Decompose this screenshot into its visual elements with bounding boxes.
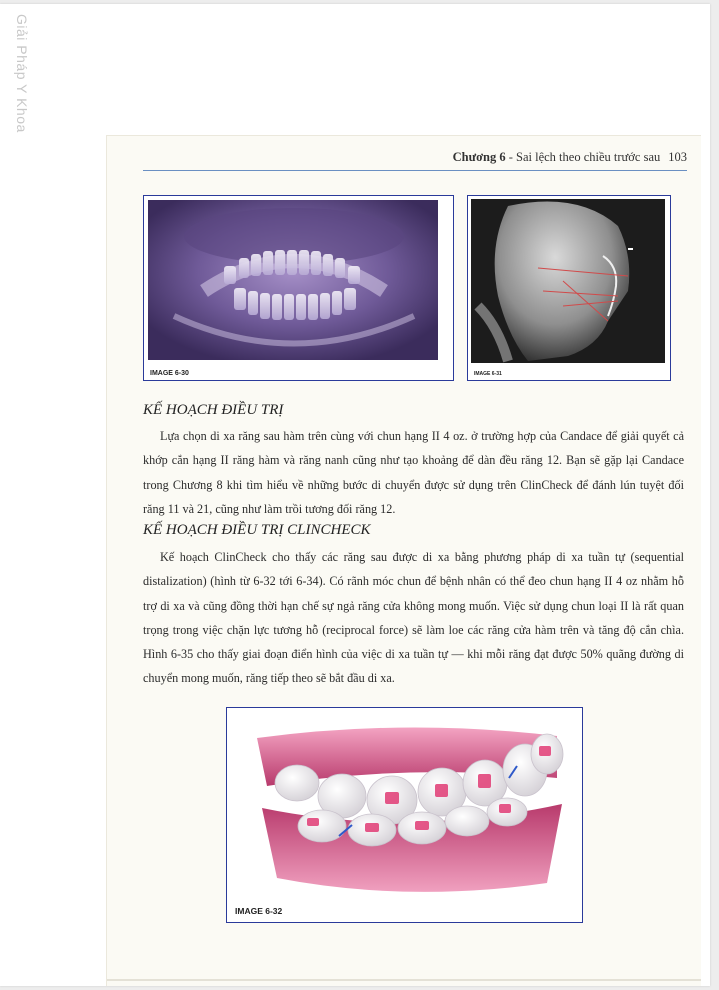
running-header: [143, 150, 687, 171]
chapter-number: Chương 6: [452, 150, 506, 164]
ceph-figure-label: IMAGE 6-31: [474, 371, 502, 377]
section-text-clincheck-plan: Kế hoạch ClinCheck cho thấy các răng sau được di xa bằng phương pháp di xa tuần tự (sequential distalization) (hình từ 6-32 tới 6-34). Có rãnh móc chun để bệnh nhân có thể đeo chun hạng II 4 oz nhằm hỗ trợ di xa và cũng đồng thời hạn chế sự ngả răng cửa không mong muốn. Việc sử dụng chun loại II là rất quan trọng trong việc chặn lực tương hỗ (reciprocal force) sẽ làm loe các răng cửa hàm trên và tăng độ cắn chìa. Hình 6-35 cho thấy giai đoạn điển hình của việc di xa tuần tự — khi mỗi răng đạt được 50% quãng đường di chuyển mong muốn, răng tiếp theo sẽ bắt đầu di xa.: [143, 550, 684, 686]
panoramic-figure-label: IMAGE 6-30: [150, 370, 189, 377]
section-title-clincheck-plan: KẾ HOẠCH ĐIỀU TRỊ CLINCHECK: [143, 522, 371, 538]
teeth-figure-label: IMAGE 6-32: [235, 906, 283, 916]
cephalometric-xray-image: [468, 196, 669, 379]
page-sheet: [0, 4, 710, 986]
watermark: Giải Pháp Y Khoa: [14, 14, 30, 133]
section-text-treatment-plan: Lựa chọn di xa răng sau hàm trên cùng với chun hạng II 4 oz. ở trường hợp của Candace để giải quyết cả khớp cắn hạng II răng hàm và răng nanh cũng như tạo khoảng để dàn đều răng 12. Bạn sẽ gặp lại Candace trong Chương 8 khi tìm hiểu về những bước di chuyển được sử dụng trên ClinCheck để đánh lún tuyệt đối răng 11 và 21, cũng như làm trồi tương đối răng 12.: [143, 429, 684, 516]
clincheck-teeth-image: [227, 708, 581, 921]
section-title-treatment-plan: KẾ HOẠCH ĐIỀU TRỊ: [143, 402, 284, 418]
chapter-title: - Sai lệch theo chiều trước sau: [505, 150, 661, 164]
clincheck-teeth-figure: [226, 707, 583, 923]
panoramic-xray-image: [144, 196, 452, 379]
page-number: 103: [668, 150, 687, 164]
cephalometric-xray-figure: [467, 195, 671, 381]
panoramic-xray-figure: [143, 195, 454, 381]
bottom-rule: [107, 979, 701, 981]
book-page: [106, 135, 701, 986]
